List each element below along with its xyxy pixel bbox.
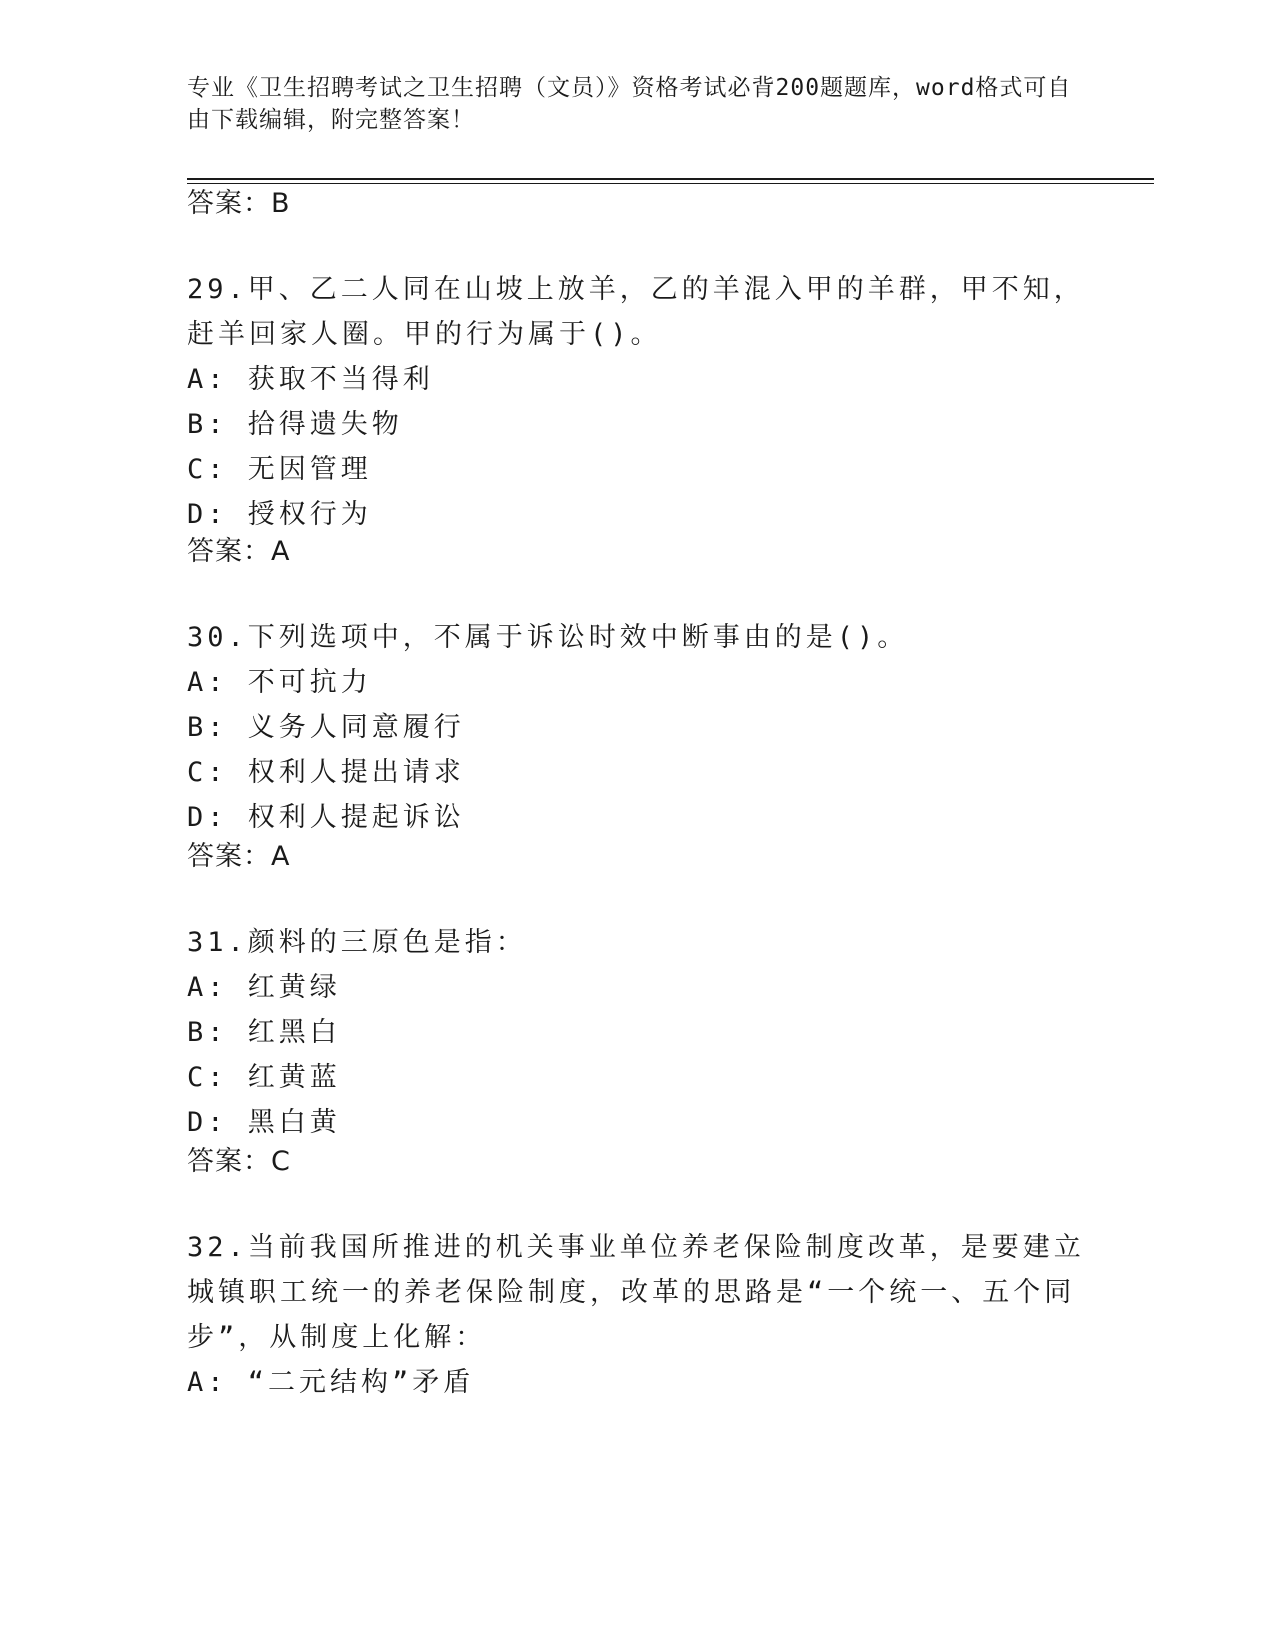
option-a: A: “二元结构”矛盾 (187, 1367, 475, 1398)
question-32 (187, 1225, 1087, 1405)
option-d: D: 授权行为 (187, 499, 372, 530)
option-c: C: 红黄蓝 (187, 1062, 341, 1093)
option-c: C: 无因管理 (187, 454, 372, 485)
question-30 (187, 615, 1087, 840)
question-31 (187, 920, 1087, 1145)
option-a: A: 获取不当得利 (187, 364, 434, 395)
option-d: D: 权利人提起诉讼 (187, 802, 465, 833)
option-b: B: 拾得遗失物 (187, 409, 403, 440)
question-text: 30.下列选项中，不属于诉讼时效中断事由的是()。 (187, 622, 909, 653)
document-header: 专业《卫生招聘考试之卫生招聘（文员）》资格考试必背200题题库，word格式可自由下载编辑，附完整答案！ (187, 75, 1072, 133)
option-b: B: 红黑白 (187, 1017, 341, 1048)
option-a: A: 红黄绿 (187, 972, 341, 1003)
option-a: A: 不可抗力 (187, 667, 372, 698)
header-divider-thin (187, 183, 1154, 184)
option-d: D: 黑白黄 (187, 1107, 341, 1138)
answer-line-31: 答案：C (187, 1146, 291, 1177)
answer-line-29: 答案：A (187, 536, 291, 567)
option-c: C: 权利人提出请求 (187, 757, 465, 788)
question-29 (187, 267, 1087, 537)
answer-line-30: 答案：A (187, 841, 291, 872)
header-divider-thick (187, 178, 1154, 180)
question-text: 31.颜料的三原色是指： (187, 927, 527, 958)
question-text: 32.当前我国所推进的机关事业单位养老保险制度改革，是要建立城镇职工统一的养老保险制度，改革的思路是“一个统一、五个同步”，从制度上化解： (187, 1232, 1085, 1353)
option-b: B: 义务人同意履行 (187, 712, 465, 743)
answer-line-28: 答案：B (187, 188, 291, 219)
question-text: 29.甲、乙二人同在山坡上放羊，乙的羊混入甲的羊群，甲不知，赶羊回家人圈。甲的行为属于()。 (187, 274, 1085, 350)
